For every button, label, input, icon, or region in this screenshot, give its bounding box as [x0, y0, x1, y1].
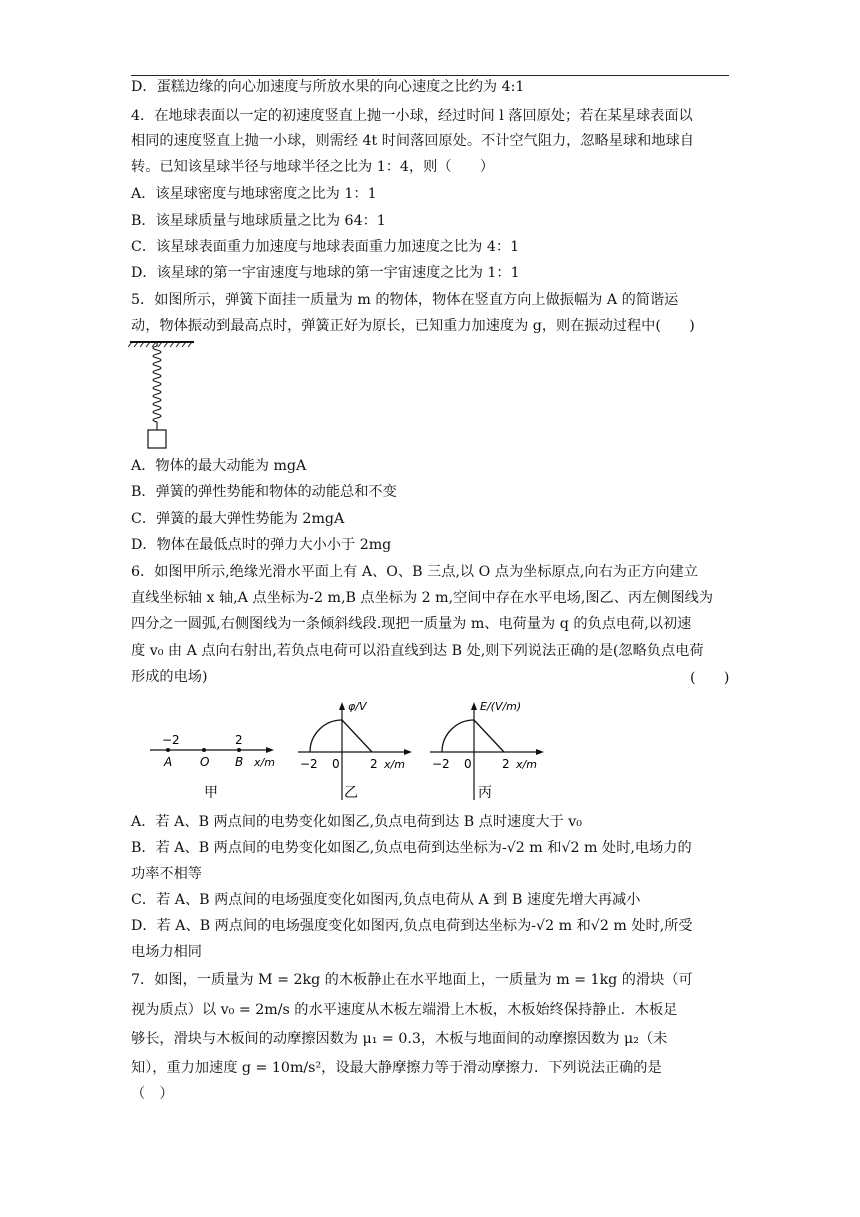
- figure-bing: [422, 696, 552, 806]
- q7-stem-line2: 视为质点）以 v₀ = 2m/s 的水平速度从木板左端滑上木板，木板始终保持静止．木板足: [131, 1002, 678, 1018]
- jia-axis-label: x/m: [254, 756, 275, 769]
- q4-option-d: D．该星球的第一宇宙速度与地球的第一宇宙速度之比为 1：1: [131, 265, 520, 281]
- q4-option-a: A．该星球密度与地球密度之比为 1：1: [131, 186, 377, 202]
- jia-tick-2: 2: [235, 733, 243, 747]
- bing-caption: 丙: [478, 785, 492, 801]
- yi-axis-label: x/m: [384, 758, 405, 771]
- spring-figure: [128, 338, 198, 453]
- jia-caption: 甲: [204, 785, 218, 801]
- q6-option-a: A．若 A、B 两点间的电势变化如图乙,负点电荷到达 B 点时速度大于 v₀: [131, 814, 582, 830]
- q6-stem-line3: 四分之一圆弧,右侧图线为一条倾斜线段.现把一质量为 m、电荷量为 q 的负点电荷,以初速: [131, 616, 692, 632]
- bing-tick-2: 2: [502, 757, 510, 771]
- q5-option-a: A．物体的最大动能为 mgA: [131, 458, 307, 474]
- q4-stem-line1: 4．在地球表面以一定的初速度竖直上抛一小球，经过时间 l 落回原处；若在某星球表面以: [131, 108, 693, 124]
- q5-option-b: B．弹簧的弹性势能和物体的动能总和不变: [131, 484, 397, 500]
- q6-answer-paren: ( ): [690, 670, 730, 686]
- q5-stem-line1: 5．如图所示，弹簧下面挂一质量为 m 的物体，物体在竖直方向上做振幅为 A 的简谐运: [131, 292, 679, 308]
- q7-stem-line4: 知），重力加速度 g = 10m/s²，设最大静摩擦力等于滑动摩擦力．下列说法正确的是: [131, 1060, 662, 1076]
- q6-stem-line1: 6．如图甲所示,绝缘光滑水平面上有 A、O、B 三点,以 O 点为坐标原点,向右为正方向建立: [131, 564, 698, 580]
- q4-option-b: B．该星球质量与地球质量之比为 64：1: [131, 213, 386, 229]
- q5-stem-line2: 动，物体振动到最高点时，弹簧正好为原长，已知重力加速度为 g，则在振动过程中( ): [131, 318, 695, 334]
- q5-option-c: C．弹簧的最大弹性势能为 2mgA: [131, 511, 345, 527]
- q6-option-d-line1: D．若 A、B 两点间的电场强度变化如图丙,负点电荷到达坐标为-√2 m 和√2 m 处时,所受: [131, 918, 693, 934]
- header-rule: [131, 75, 729, 76]
- q3-option-d: D．蛋糕边缘的向心加速度与所放水果的向心速度之比约为 4:1: [131, 79, 525, 95]
- jia-point-a: A: [164, 755, 173, 769]
- yi-y-label: φ/V: [348, 700, 367, 713]
- q6-stem-line2: 直线坐标轴 x 轴,A 点坐标为-2 m,B 点坐标为 2 m,空间中存在水平电场,图乙、丙左侧图线为: [131, 590, 714, 606]
- yi-caption: 乙: [344, 785, 358, 801]
- figure-jia: [140, 700, 290, 805]
- figure-yi: [290, 696, 420, 806]
- q6-option-b-line2: 功率不相等: [131, 866, 202, 882]
- q6-stem-line4: 度 v₀ 由 A 点向右射出,若负点电荷可以沿直线到达 B 处,则下列说法正确的是(忽略负点电荷: [131, 643, 704, 659]
- bing-tick-m2: −2: [432, 757, 450, 771]
- q4-stem-line2: 相同的速度竖直上抛一小球，则需经 4t 时间落回原处。不计空气阻力，忽略星球和地球自: [131, 133, 694, 149]
- jia-point-b: B: [235, 755, 244, 769]
- yi-tick-2: 2: [370, 757, 378, 771]
- yi-tick-0: 0: [332, 757, 340, 771]
- q7-stem-line3: 够长，滑块与木板间的动摩擦因数为 μ₁ = 0.3，木板与地面间的动摩擦因数为 μ₂（未: [131, 1031, 668, 1047]
- bing-tick-0: 0: [464, 757, 472, 771]
- jia-tick-m2: −2: [162, 733, 180, 747]
- jia-point-o: O: [200, 755, 210, 769]
- bing-axis-label: x/m: [516, 758, 537, 771]
- q6-stem-line5: 形成的电场): [131, 669, 208, 685]
- q7-stem-line1: 7．如图，一质量为 M = 2kg 的木板静止在水平地面上，一质量为 m = 1kg 的滑块（可: [131, 972, 693, 988]
- q5-option-d: D．物体在最低点时的弹力大小小于 2mg: [131, 537, 392, 553]
- q6-option-d-line2: 电场力相同: [131, 944, 202, 960]
- q7-stem-line5: （ ）: [131, 1086, 174, 1102]
- yi-tick-m2: −2: [300, 757, 318, 771]
- q4-stem-line3: 转。已知该星球半径与地球半径之比为 1：4，则（ ）: [131, 159, 495, 175]
- q6-option-b-line1: B．若 A、B 两点间的电势变化如图乙,负点电荷到达坐标为-√2 m 和√2 m 处时,电场力的: [131, 840, 692, 856]
- q6-option-c: C．若 A、B 两点间的电场强度变化如图丙,负点电荷从 A 到 B 速度先增大再减小: [131, 892, 641, 908]
- bing-y-label: E/(V/m): [480, 700, 522, 713]
- q4-option-c: C．该星球表面重力加速度与地球表面重力加速度之比为 4：1: [131, 239, 520, 255]
